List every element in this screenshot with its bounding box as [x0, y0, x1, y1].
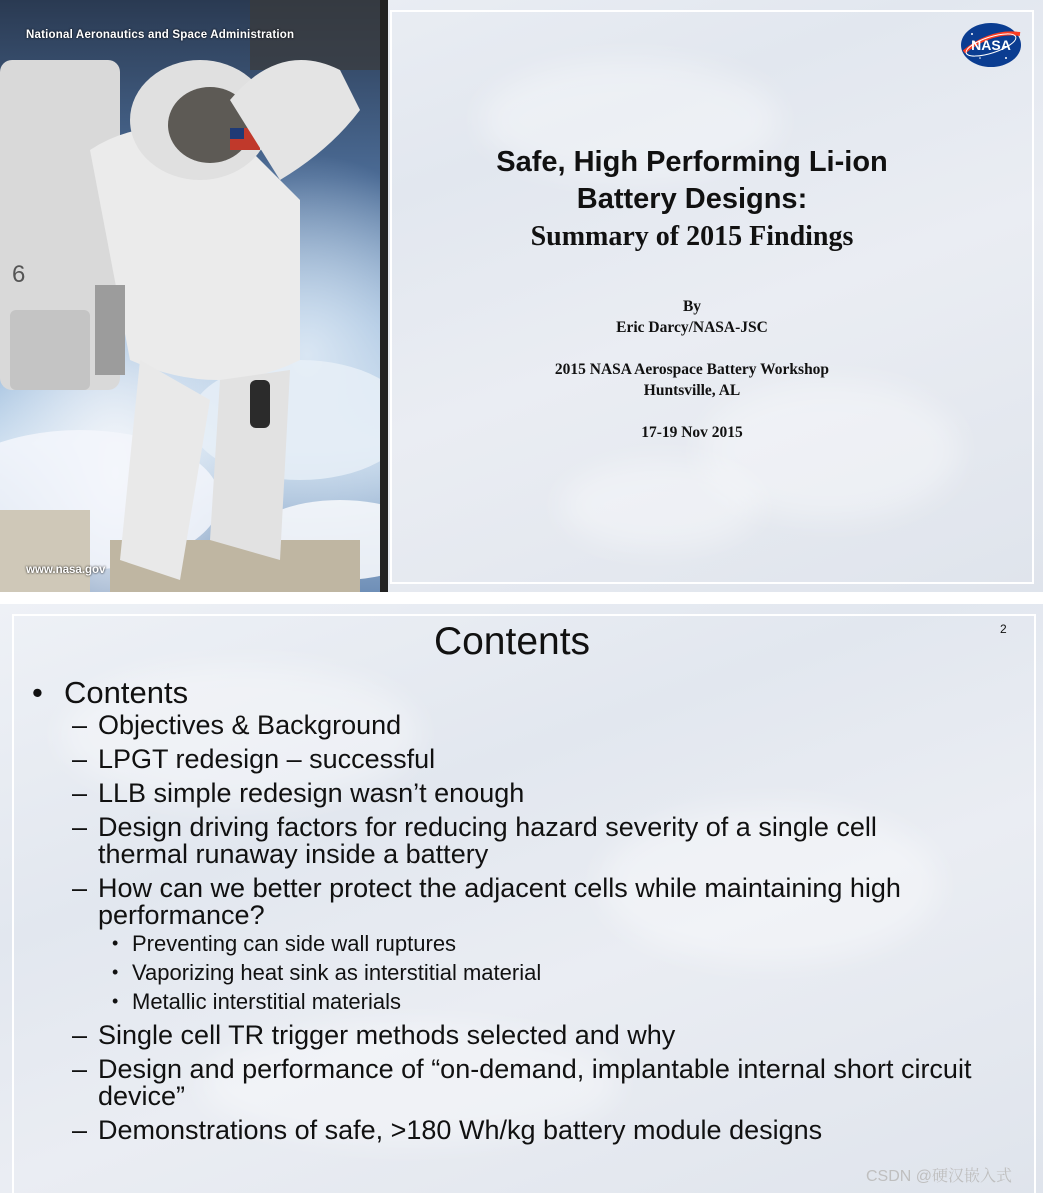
- list-item: – LPGT redesign – successful: [72, 744, 436, 774]
- list-item: – Design driving factors for reducing hazard severity of a single cell thermal runaway inside a battery: [72, 812, 877, 869]
- logo-wordmark: NASA: [971, 37, 1011, 53]
- presentation-info: [390, 296, 994, 443]
- list-item: – LLB simple redesign wasn’t enough: [72, 778, 525, 808]
- contents-list: [72, 712, 972, 1144]
- website-caption: www.nasa.gov: [26, 564, 106, 576]
- svg-text:6: 6: [12, 261, 26, 288]
- main-bullet: [32, 673, 188, 713]
- bullet-dot-icon: •: [32, 675, 43, 710]
- event-date: 17-19 Nov 2015: [641, 424, 743, 441]
- list-item: – Design and performance of “on-demand, implantable internal short circuit device”: [72, 1054, 972, 1111]
- main-bullet-label: Contents: [64, 675, 189, 710]
- list-item: – How can we better protect the adjacent cells while maintaining high performance?: [72, 873, 901, 930]
- event-location: Huntsville, AL: [643, 382, 741, 399]
- astronaut-photo: [0, 0, 384, 592]
- nasa-logo-icon: [958, 20, 1024, 70]
- by-label: By: [682, 298, 702, 315]
- astronaut-illustration: [0, 0, 384, 592]
- agency-caption: National Aeronautics and Space Administration: [26, 29, 295, 41]
- title-line-3: Summary of 2015 Findings: [530, 221, 854, 252]
- title-slide: [0, 0, 1043, 592]
- page-number: 2: [1000, 622, 1007, 636]
- event-name: 2015 NASA Aerospace Battery Workshop: [554, 361, 830, 378]
- sub-list-item: • Vaporizing heat sink as interstitial material: [112, 960, 542, 985]
- list-item: – Objectives & Background: [72, 710, 402, 740]
- list-item: – Demonstrations of safe, >180 Wh/kg battery module designs: [72, 1115, 823, 1145]
- title-line-1: Safe, High Performing Li-ion: [496, 146, 888, 178]
- contents-title: Contents: [433, 620, 591, 663]
- watermark-text: CSDN @硬汉嵌入式: [866, 1168, 1013, 1185]
- sub-list-item: • Preventing can side wall ruptures: [112, 931, 457, 956]
- sub-list-item: • Metallic interstitial materials: [112, 989, 401, 1014]
- title-line-2: Battery Designs:: [576, 183, 808, 215]
- list-item: – Single cell TR trigger methods selected and why: [72, 1020, 676, 1050]
- presentation-title: [390, 144, 994, 256]
- photo-divider: [380, 0, 388, 592]
- author-name: Eric Darcy/NASA-JSC: [616, 319, 768, 336]
